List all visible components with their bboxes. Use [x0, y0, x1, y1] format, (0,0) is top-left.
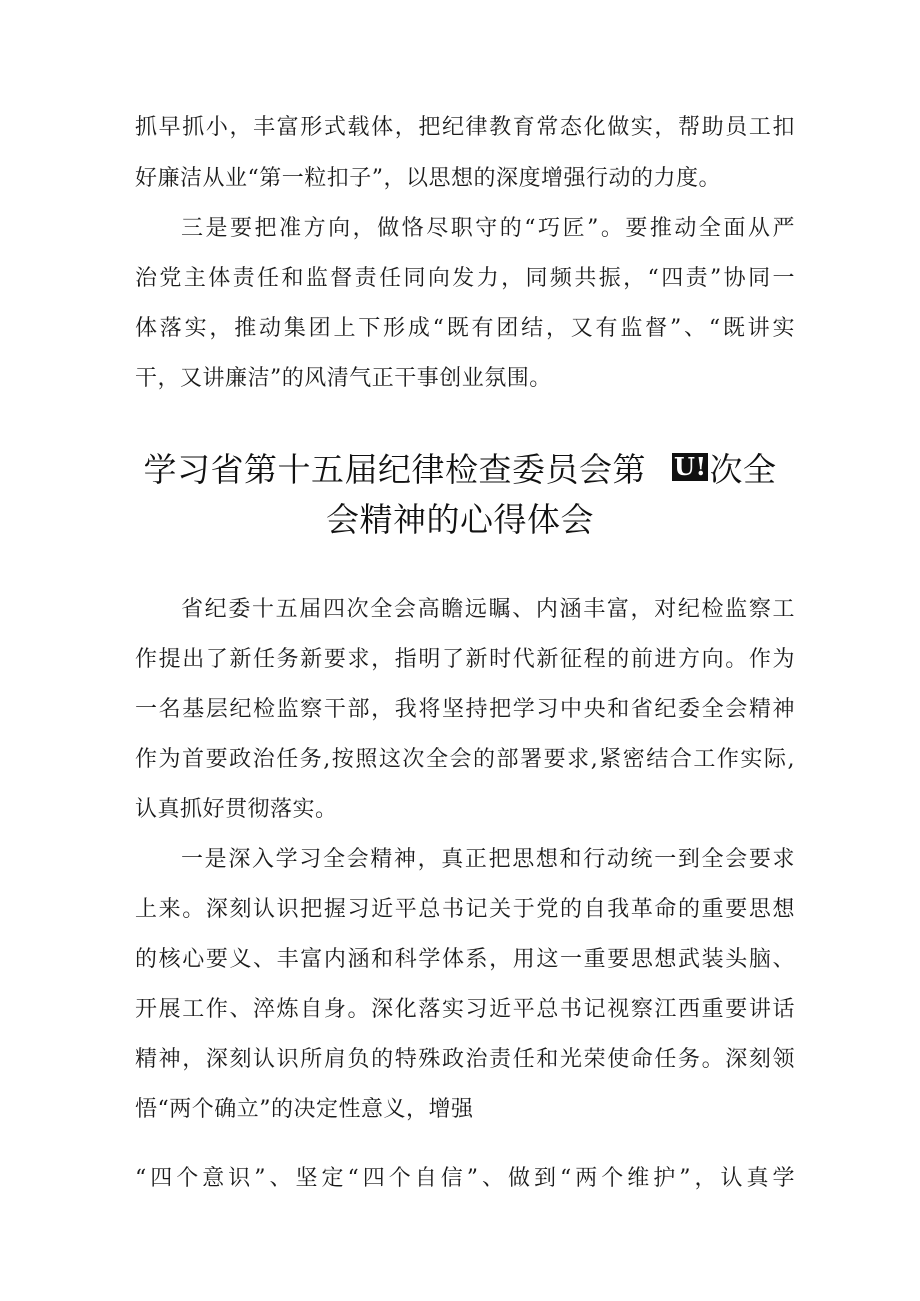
text-line: 干，又讲廉洁”的风清气正干事创业氛围。 [135, 366, 552, 391]
text-line: 一名基层纪检监察干部，我将坚持把学习中央和省纪委全会精神 [135, 697, 795, 722]
paragraph-start-line: 三是要把准方向，做恪尽职守的“巧匠”。要推动全面从严 [181, 216, 795, 241]
text-line: 的核心要义、丰富内涵和科学体系，用这一重要思想武装头脑、 [135, 947, 795, 972]
text-line: 精神，深刻认识所肩负的特殊政治责任和光荣使命任务。深刻领 [135, 1047, 795, 1072]
text-line: 悟“两个确立”的决定性意义，增强 [135, 1097, 474, 1122]
text-line: 治党主体责任和监督责任同向发力，同频共振，“四责”协同一 [135, 266, 795, 291]
text-line: 认真抓好贯彻落实。 [135, 797, 338, 822]
garbled-glyph-mark: U! [674, 452, 707, 481]
paragraph-start-line: 省纪委十五届四次全会高瞻远瞩、内涵丰富，对纪检监察工 [181, 597, 795, 622]
document-title-line-1 [0, 448, 920, 492]
text-line: “四个意识”、坚定“四个自信”、做到“两个维护”，认真学 [135, 1166, 795, 1191]
text-line: 作为首要政治任务,按照这次全会的部署要求,紧密结合工作实际, [135, 747, 795, 772]
title-text: 次全 [709, 450, 777, 489]
text-line: 开展工作、淬炼自身。深化落实习近平总书记视察江西重要讲话 [135, 997, 795, 1022]
text-line: 作提出了新任务新要求，指明了新时代新征程的前进方向。作为 [135, 647, 795, 672]
text-line: 抓早抓小，丰富形式载体，把纪律教育常态化做实，帮助员工扣 [135, 115, 795, 140]
paragraph-start-line: 一是深入学习全会精神，真正把思想和行动统一到全会要求 [181, 847, 795, 872]
text-line: 上来。深刻认识把握习近平总书记关于党的自我革命的重要思想 [135, 897, 795, 922]
text-line: 好廉洁从业“第一粒扣子”，以思想的深度增强行动的力度。 [135, 166, 721, 191]
text-line: 体落实，推动集团上下形成“既有团结，又有监督”、“既讲实 [135, 316, 795, 341]
title-text: 学习省第十五届纪律检查委员会第 [143, 450, 647, 489]
document-title-line-2: 会精神的心得体会 [326, 500, 594, 539]
